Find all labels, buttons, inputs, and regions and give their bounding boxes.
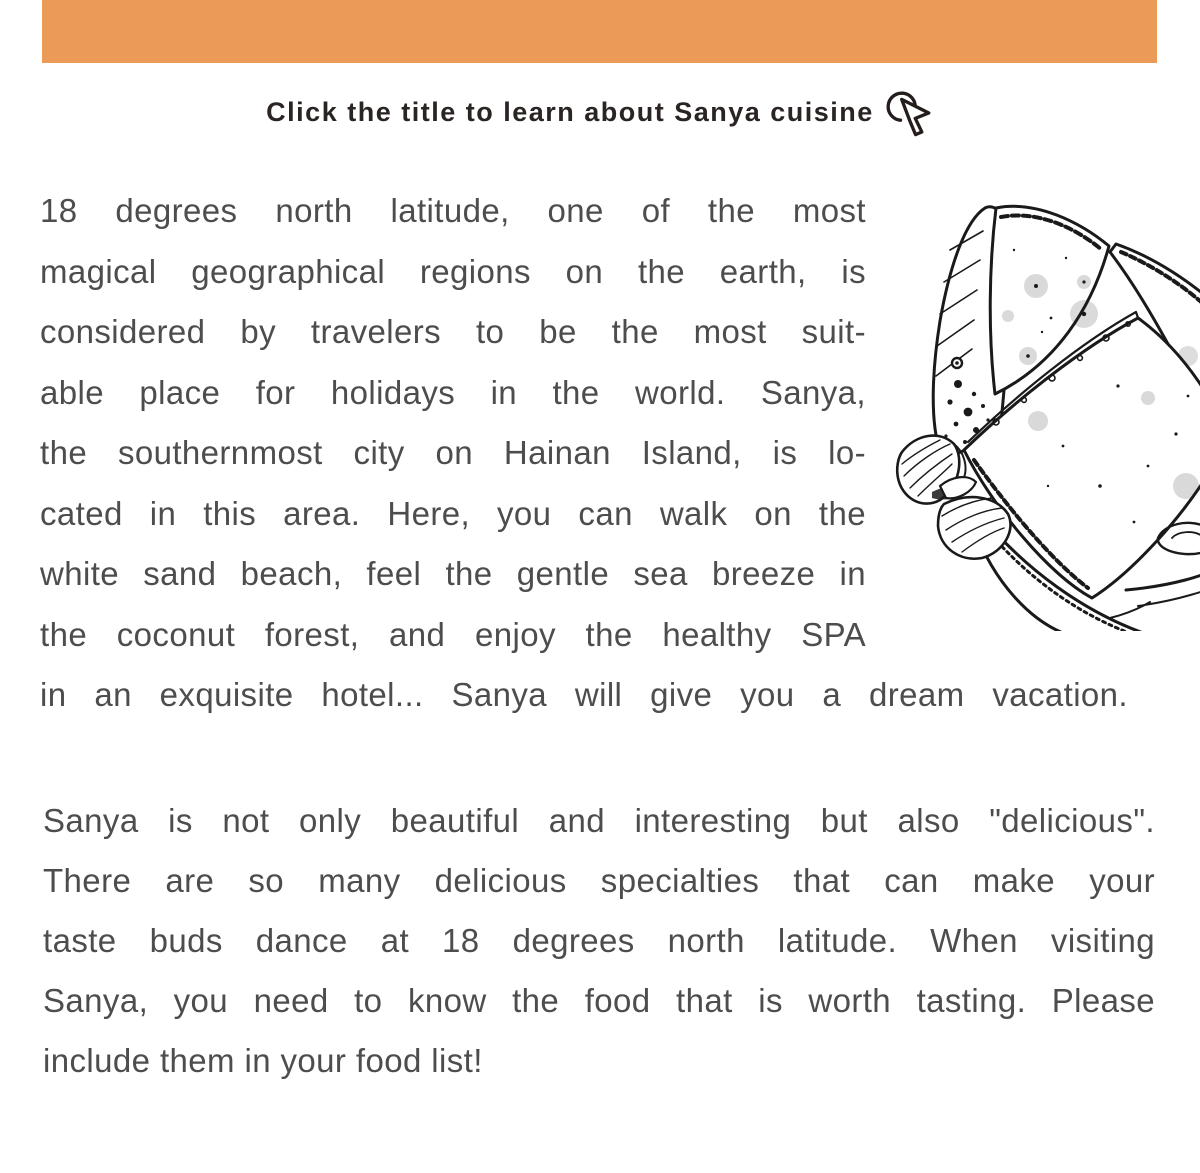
- text-line: in an exquisite hotel... Sanya will give you a dream vacation.: [40, 676, 1128, 713]
- page-title[interactable]: Click the title to learn about Sanya cuisine: [266, 96, 874, 127]
- text-line: white sand beach, feel the gentle sea breeze in: [40, 555, 866, 592]
- header-banner: [42, 0, 1157, 63]
- text-line: the southernmost city on Hainan Island, is lo-: [40, 434, 866, 471]
- text-line: There are so many delicious specialties that can make your: [43, 862, 1155, 899]
- title-row: [0, 84, 1200, 140]
- text-line: considered by travelers to be the most suit-: [40, 313, 866, 350]
- food-illustration: [888, 186, 1200, 631]
- text-line: include them in your food list!: [43, 1042, 483, 1079]
- text-line: able place for holidays in the world. Sanya,: [40, 373, 866, 411]
- delicious-paragraph: [43, 791, 1155, 1091]
- text-line: cated in this area. Here, you can walk on the: [40, 494, 866, 532]
- text-line: magical geographical regions on the earth, is: [40, 252, 866, 290]
- text-line: Sanya is not only beautiful and interesting but also "delicious".: [43, 802, 1155, 839]
- text-line: the coconut forest, and enjoy the healthy SPA: [40, 615, 866, 653]
- text-line: 18 degrees north latitude, one of the most: [40, 192, 866, 229]
- text-line: Sanya, you need to know the food that is worth tasting. Please: [43, 982, 1155, 1019]
- cursor-click-icon: [884, 89, 934, 139]
- text-line: taste buds dance at 18 degrees north latitude. When visiting: [43, 922, 1155, 959]
